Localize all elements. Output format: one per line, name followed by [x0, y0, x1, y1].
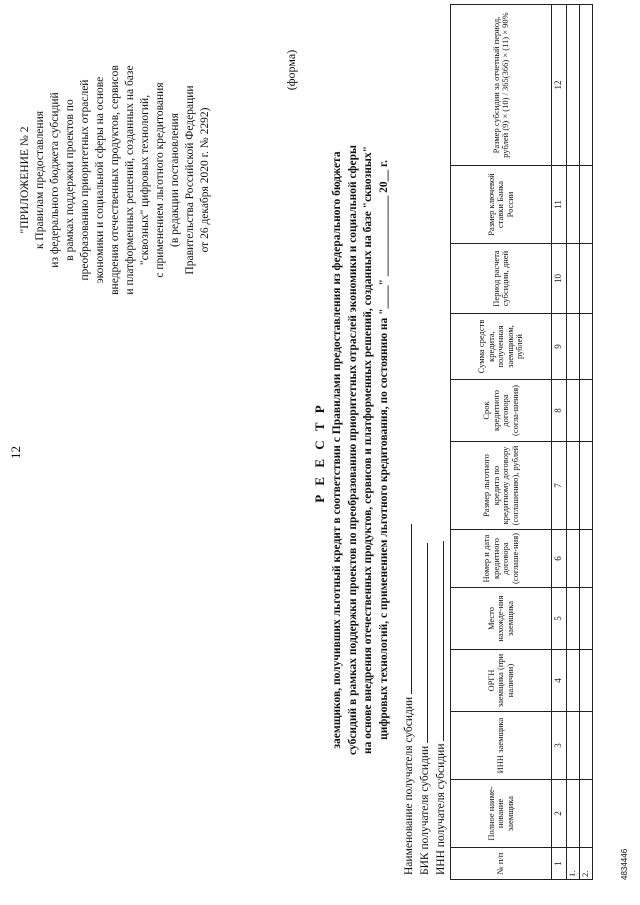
column-number-cell: 11	[552, 166, 567, 244]
recipient-inn-field	[432, 541, 447, 875]
appendix-line: и платформенных решений, созданных на базе	[124, 65, 136, 295]
header-cell-subsidy-amount: Размер субсидии за отчетный период, рублей (9) × (10) / 365(366) × (11) × 90%	[451, 5, 552, 166]
registry-description-line: заемщиков, получивших льготный кредит в соответствии с Правилами предоставления из федерального бюджета	[331, 151, 343, 749]
header-cell-key-rate: Размер ключевой ставки Банка России	[451, 166, 552, 244]
table-cell[interactable]	[580, 380, 593, 442]
column-number-cell: 9	[552, 314, 567, 380]
header-cell-funds-received: Сумма средств кредита, полученная заемщиком, рублей	[451, 314, 552, 380]
table-cell[interactable]	[580, 650, 593, 712]
table-header-row	[451, 5, 552, 880]
document-code: 4834446	[620, 848, 629, 880]
recipient-name-blank[interactable]	[400, 524, 412, 694]
appendix-line: преобразованию приоритетных отраслей	[79, 79, 91, 281]
table-cell[interactable]	[580, 712, 593, 780]
appendix-line: "сквозных" цифровых технологий,	[139, 94, 151, 266]
column-number-cell: 3	[552, 712, 567, 780]
table-cell[interactable]	[580, 166, 593, 244]
recipient-name-field	[400, 524, 415, 875]
table-cell[interactable]	[580, 530, 593, 588]
appendix-line: к Правилам предоставления	[34, 110, 46, 250]
header-cell-contract-number-date: Номер и дата кредитного договора (соглаше-ния)	[451, 530, 552, 588]
registry-description	[330, 40, 392, 860]
table-cell[interactable]	[567, 530, 580, 588]
column-number-cell: 1	[552, 848, 567, 880]
appendix-line: Правительства Российской Федерации	[184, 85, 196, 275]
header-cell-contract-term: Срок кредитного договора (согла-шения)	[451, 380, 552, 442]
appendix-line: внедрения отечественных продуктов, сервисов	[109, 65, 121, 295]
appendix-line: экономики и социальной сферы на основе	[94, 76, 106, 284]
registry-description-line: цифровых технологий, с применением льготного кредитования, по состоянию на "____" ______________ 20__ г.	[377, 160, 390, 740]
page-number: 12	[8, 446, 23, 459]
column-number-cell: 6	[552, 530, 567, 588]
header-cell-number: № п/п	[451, 848, 552, 880]
form-label: (форма)	[284, 49, 298, 91]
appendix-line: в рамках поддержки проектов по	[64, 99, 76, 261]
registry-table	[450, 4, 593, 880]
appendix-heading	[18, 15, 213, 345]
header-cell-calculation-period: Период расчета субсидии, дней	[451, 244, 552, 314]
table-cell[interactable]	[567, 650, 580, 712]
table-cell[interactable]	[580, 244, 593, 314]
table-cell[interactable]	[580, 5, 593, 166]
column-number-cell: 8	[552, 380, 567, 442]
appendix-line: из федерального бюджета субсидий	[49, 92, 61, 268]
header-cell-borrower-location: Место нахожде-ния заемщика	[451, 588, 552, 650]
table-cell[interactable]	[567, 588, 580, 650]
header-cell-loan-amount: Размер льготного кредита по кредитному договору (соглашению), рублей	[451, 442, 552, 530]
row-number-cell: 1.	[567, 848, 580, 880]
registry-title: Р Е Е С Т Р	[312, 402, 327, 503]
header-cell-borrower-name: Полное наиме-нование заемщика	[451, 780, 552, 848]
header-cell-borrower-inn: ИНН заемщика	[451, 712, 552, 780]
registry-description-line: субсидий в рамках поддержки проектов по преобразованию приоритетных отраслей экономики и социальной сферы	[346, 145, 359, 755]
row-number-cell: 2.	[580, 848, 593, 880]
recipient-inn-label: ИНН получателя субсидии	[435, 743, 447, 875]
table-cell[interactable]	[580, 314, 593, 380]
registry-description-line: на основе внедрения отечественных продуктов, сервисов и платформенных решений, созданных на базе "сквозных"	[362, 145, 374, 755]
table-row	[580, 5, 593, 880]
column-number-cell: 12	[552, 5, 567, 166]
column-number-cell: 4	[552, 650, 567, 712]
recipient-inn-blank[interactable]	[432, 541, 444, 741]
recipient-bik-field	[416, 543, 431, 875]
recipient-name-label: Наименование получателя субсидии	[403, 696, 415, 875]
table-cell[interactable]	[580, 780, 593, 848]
table-cell[interactable]	[580, 588, 593, 650]
table-cell[interactable]	[567, 5, 580, 166]
table-cell[interactable]	[567, 244, 580, 314]
table-cell[interactable]	[567, 712, 580, 780]
table-cell[interactable]	[567, 314, 580, 380]
appendix-line: "ПРИЛОЖЕНИЕ № 2	[19, 126, 31, 234]
column-number-cell: 5	[552, 588, 567, 650]
table-cell[interactable]	[567, 442, 580, 530]
header-cell-borrower-ogrn: ОРГН заемщика (при наличии)	[451, 650, 552, 712]
recipient-bik-blank[interactable]	[416, 543, 428, 743]
table-cell[interactable]	[567, 166, 580, 244]
appendix-line: с применением льготного кредитования	[154, 82, 166, 278]
column-number-cell: 2	[552, 780, 567, 848]
table-column-number-row	[552, 5, 567, 880]
table-row	[567, 5, 580, 880]
table-cell[interactable]	[567, 780, 580, 848]
appendix-line: (в редакции постановления	[169, 113, 181, 247]
recipient-bik-label: БИК получателя субсидии	[419, 745, 431, 875]
table-cell[interactable]	[580, 442, 593, 530]
table-cell[interactable]	[567, 380, 580, 442]
column-number-cell: 10	[552, 244, 567, 314]
column-number-cell: 7	[552, 442, 567, 530]
appendix-line: от 26 декабря 2020 г. № 2292)	[199, 107, 211, 253]
